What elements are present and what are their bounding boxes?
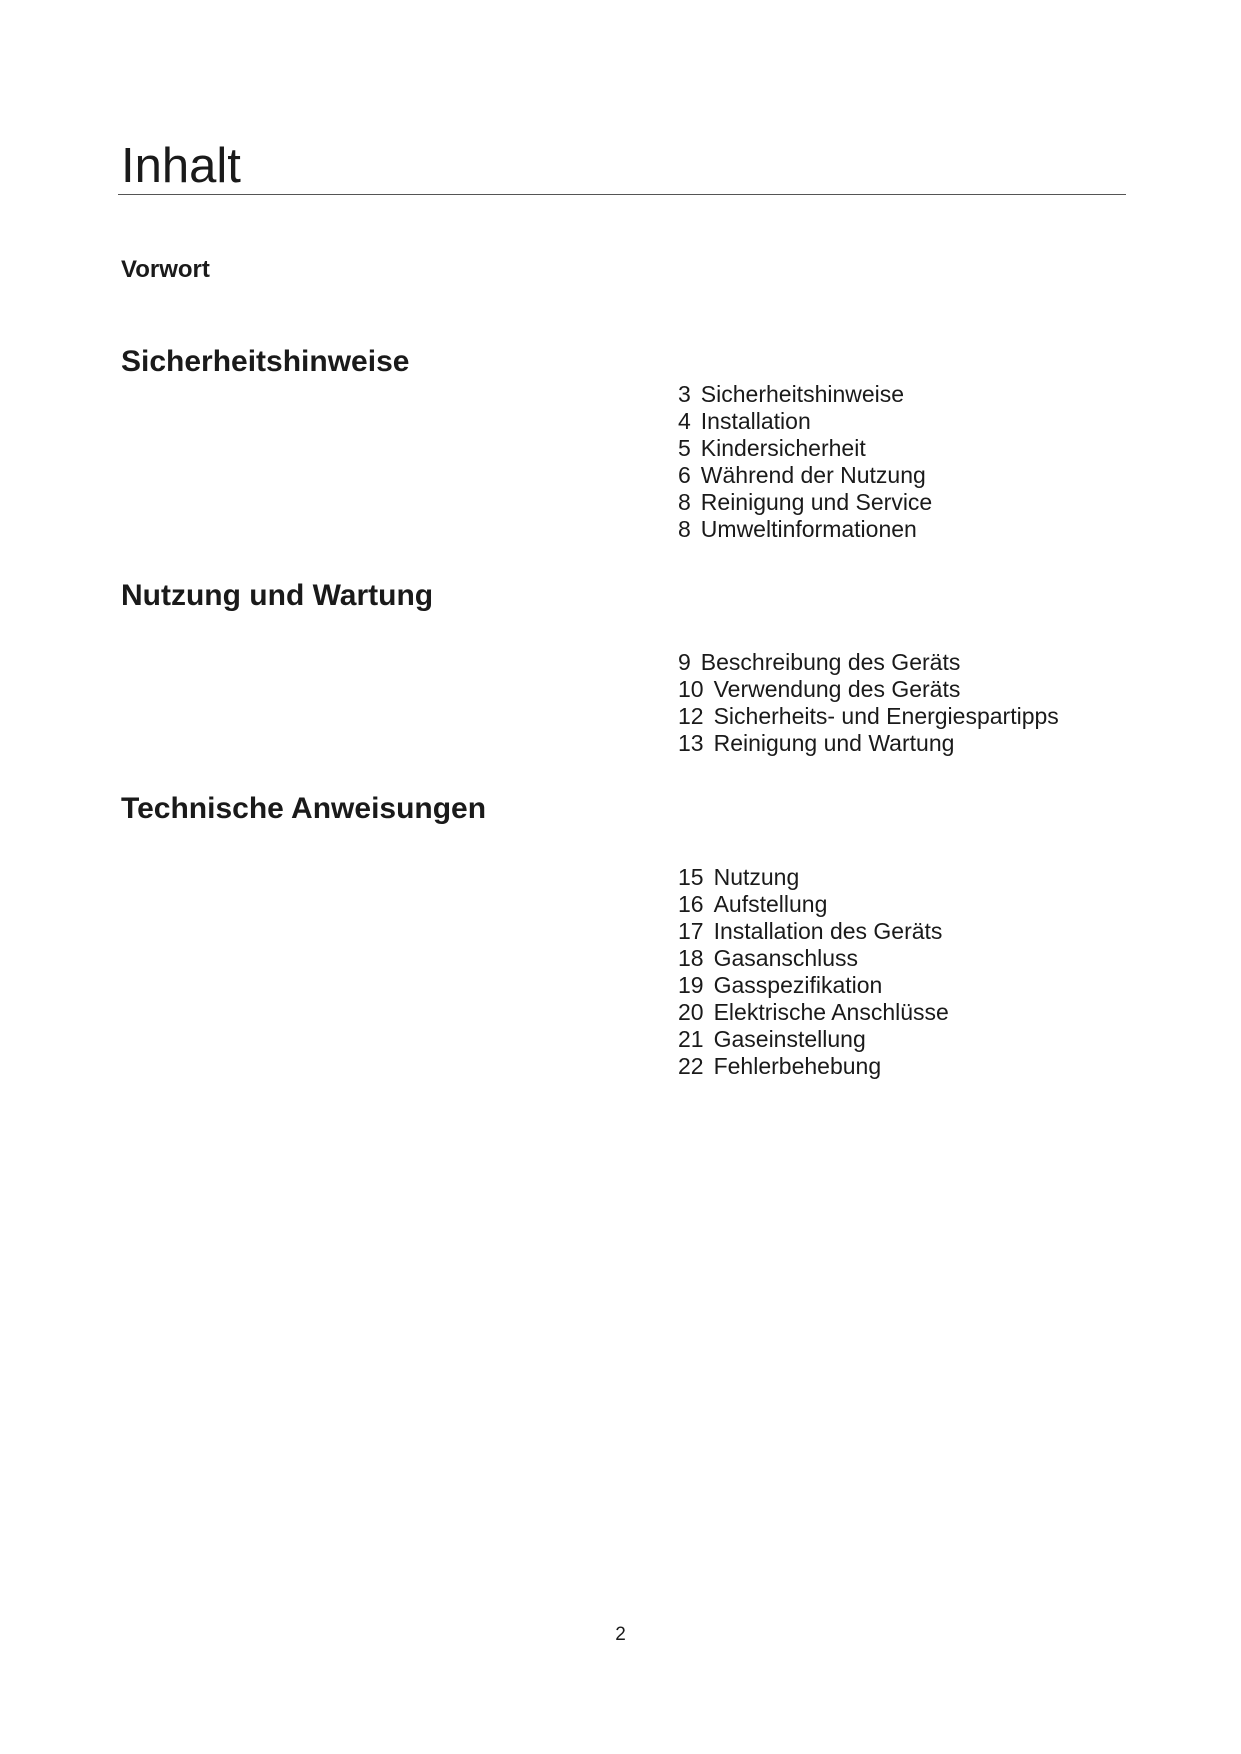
toc-entry[interactable] bbox=[678, 972, 949, 999]
toc-list-sicherheitshinweise bbox=[678, 381, 932, 543]
toc-entry[interactable] bbox=[678, 381, 932, 408]
toc-entry[interactable] bbox=[678, 703, 1059, 730]
toc-entry-page: 5 bbox=[678, 435, 691, 461]
toc-entry-page: 4 bbox=[678, 408, 691, 434]
toc-entry-label: Installation bbox=[700, 408, 811, 434]
toc-entry-label: Sicherheitshinweise bbox=[700, 381, 905, 407]
toc-entry[interactable] bbox=[678, 676, 1059, 703]
toc-entry-label: Beschreibung des Geräts bbox=[700, 649, 961, 675]
toc-entry-label: Umweltinformationen bbox=[700, 516, 917, 542]
toc-entry-label: Nutzung bbox=[713, 864, 800, 890]
section-heading-sicherheitshinweise: Sicherheitshinweise bbox=[121, 345, 410, 378]
page-title: Inhalt bbox=[121, 139, 241, 193]
toc-list-technische-anweisungen bbox=[678, 864, 949, 1080]
toc-entry[interactable] bbox=[678, 489, 932, 516]
toc-entry-page: 9 bbox=[678, 649, 691, 675]
toc-entry-page: 3 bbox=[678, 381, 691, 407]
toc-entry[interactable] bbox=[678, 891, 949, 918]
toc-entry-page: 17 bbox=[678, 918, 704, 944]
toc-list-nutzung-und-wartung bbox=[678, 649, 1059, 757]
toc-entry-label: Reinigung und Service bbox=[700, 489, 933, 515]
toc-entry[interactable] bbox=[678, 864, 949, 891]
toc-entry[interactable] bbox=[678, 408, 932, 435]
section-heading-vorwort: Vorwort bbox=[121, 256, 210, 283]
toc-entry-page: 16 bbox=[678, 891, 704, 917]
toc-entry-label: Verwendung des Geräts bbox=[713, 676, 961, 702]
toc-entry[interactable] bbox=[678, 649, 1059, 676]
toc-entry-label: Sicherheits- und Energiespartipps bbox=[713, 703, 1059, 729]
toc-entry-page: 21 bbox=[678, 1026, 704, 1052]
toc-entry-label: Kindersicherheit bbox=[700, 435, 866, 461]
toc-entry-page: 13 bbox=[678, 730, 704, 756]
toc-entry-label: Gasspezifikation bbox=[713, 972, 883, 998]
toc-entry-label: Fehlerbehebung bbox=[713, 1053, 882, 1079]
toc-entry-label: Installation des Geräts bbox=[713, 918, 943, 944]
toc-entry-label: Elektrische Anschlüsse bbox=[713, 999, 949, 1025]
toc-entry-page: 19 bbox=[678, 972, 704, 998]
toc-entry[interactable] bbox=[678, 435, 932, 462]
toc-entry-page: 10 bbox=[678, 676, 704, 702]
toc-entry-page: 15 bbox=[678, 864, 704, 890]
toc-entry-label: Reinigung und Wartung bbox=[713, 730, 955, 756]
toc-entry[interactable] bbox=[678, 1026, 949, 1053]
section-heading-nutzung-und-wartung: Nutzung und Wartung bbox=[121, 579, 434, 612]
toc-entry[interactable] bbox=[678, 945, 949, 972]
page-number: 2 bbox=[615, 1624, 626, 1645]
toc-entry[interactable] bbox=[678, 918, 949, 945]
toc-entry-label: Gaseinstellung bbox=[713, 1026, 866, 1052]
toc-entry-label: Gasanschluss bbox=[713, 945, 859, 971]
toc-entry-label: Während der Nutzung bbox=[700, 462, 926, 488]
toc-entry-page: 20 bbox=[678, 999, 704, 1025]
title-divider bbox=[118, 194, 1126, 195]
toc-entry-page: 8 bbox=[678, 489, 691, 515]
toc-entry[interactable] bbox=[678, 516, 932, 543]
toc-entry-page: 6 bbox=[678, 462, 691, 488]
toc-entry-page: 18 bbox=[678, 945, 704, 971]
toc-entry-label: Aufstellung bbox=[713, 891, 828, 917]
toc-entry-page: 22 bbox=[678, 1053, 704, 1079]
section-heading-technische-anweisungen: Technische Anweisungen bbox=[121, 792, 487, 825]
toc-entry-page: 12 bbox=[678, 703, 704, 729]
toc-entry[interactable] bbox=[678, 730, 1059, 757]
toc-entry-page: 8 bbox=[678, 516, 691, 542]
toc-entry[interactable] bbox=[678, 462, 932, 489]
toc-entry[interactable] bbox=[678, 999, 949, 1026]
toc-entry[interactable] bbox=[678, 1053, 949, 1080]
